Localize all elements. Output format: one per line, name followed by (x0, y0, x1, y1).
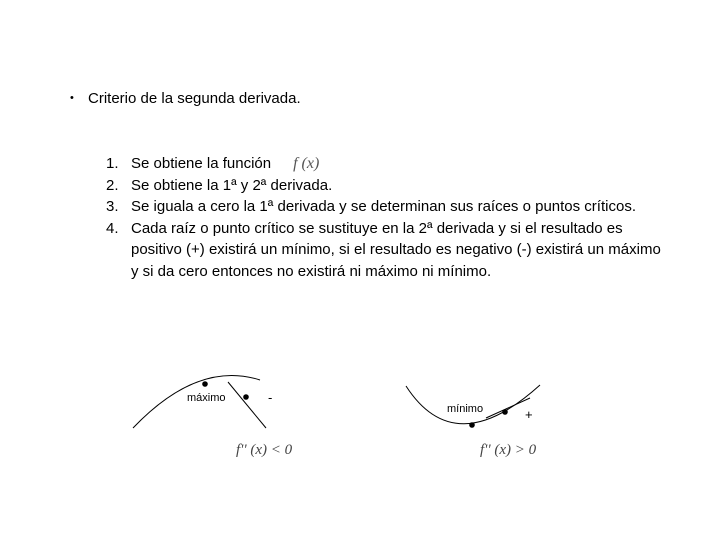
negative-sign: - (268, 390, 273, 405)
step-number: 2. (106, 176, 119, 194)
function-formula: f (x) (293, 155, 320, 172)
minimum-label: mínimo (447, 403, 484, 415)
positive-sign: + (525, 407, 533, 422)
step-text: Cada raíz o punto crítico se sustituye en la 2ª derivada y si el resultado es positivo (+) existirá un mínimo, si el resultado es negativo (-) existirá un máximo y si da cero entonces no existirá ni máximo ni mínimo. (131, 219, 661, 280)
tangent-line-right (486, 398, 530, 418)
second-derivative-negative: f'' (x) < 0 (236, 442, 293, 458)
step-number: 3. (106, 198, 119, 215)
tangent-point-left (243, 394, 249, 400)
maximum-point (202, 381, 208, 387)
tangent-line-left (228, 382, 266, 428)
step-number: 4. (106, 219, 119, 237)
step-text: Se obtiene la 1ª y 2ª derivada. (131, 176, 333, 194)
heading-text: Criterio de la segunda derivada. (88, 90, 301, 107)
bullet-icon: • (70, 92, 74, 104)
step-number: 1. (106, 155, 119, 172)
step-text: Se obtiene la función (131, 155, 272, 172)
tangent-point-right (502, 409, 508, 415)
second-derivative-positive: f'' (x) > 0 (480, 442, 537, 458)
minimum-point (469, 422, 475, 428)
maximum-label: máximo (187, 392, 226, 404)
step-text: Se iguala a cero la 1ª derivada y se determinan sus raíces o puntos críticos. (131, 198, 636, 215)
